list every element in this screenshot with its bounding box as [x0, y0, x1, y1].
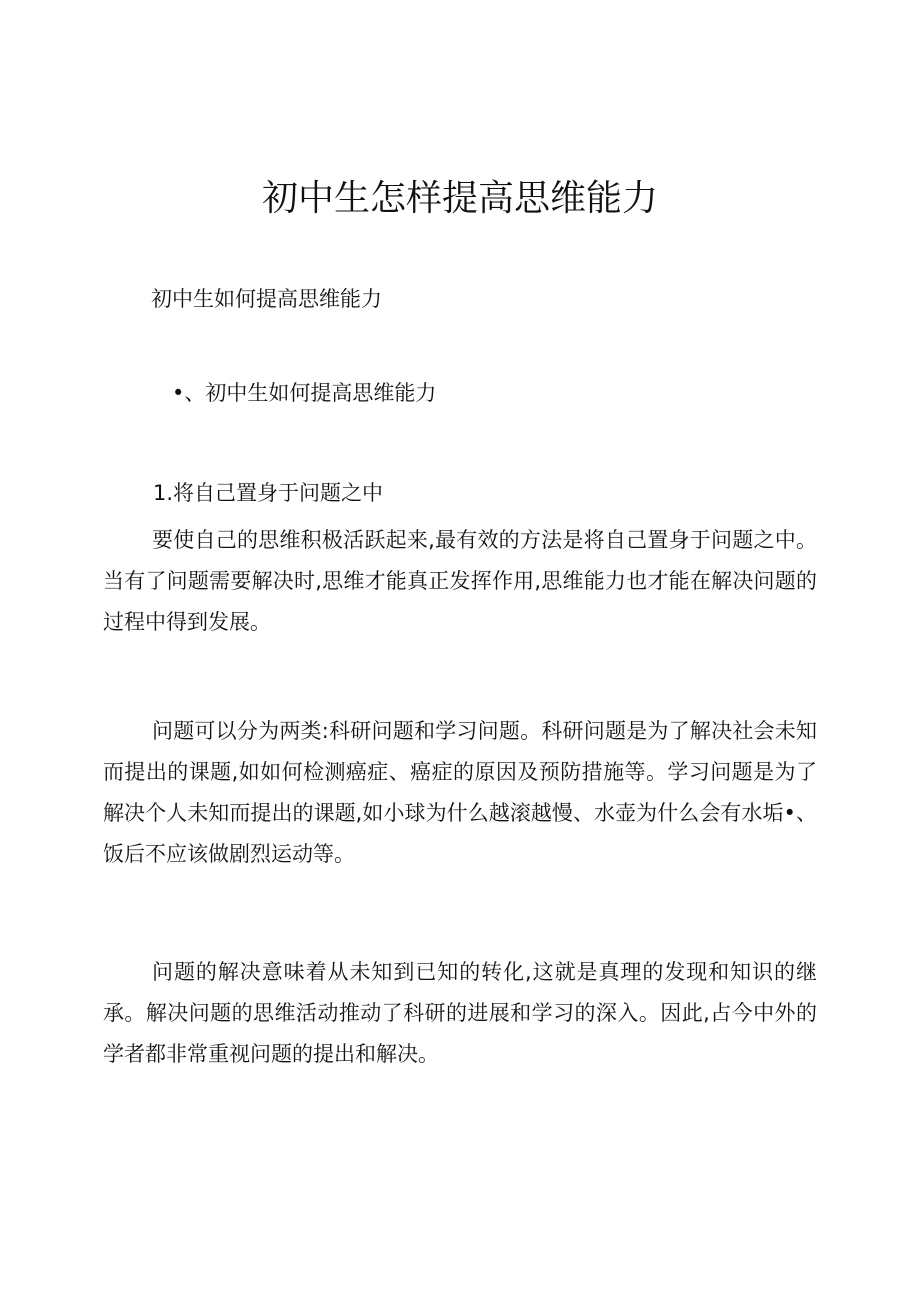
document-subtitle: 初中生如何提高思维能力 [151, 287, 382, 311]
section-heading: •、初中生如何提高思维能力 [172, 381, 437, 405]
document-title: 初中生怎样提高思维能力 [261, 178, 658, 219]
paragraph-1: 要使自己的思维积极活跃起来,最有效的方法是将自己置身于问题之中。当有了问题需要解决时,思维才能真正发挥作用,思维能力也才能在解决问题的过程中得到发展。 [103, 528, 817, 634]
paragraph-2: 问题可以分为两类:科研问题和学习问题。科研问题是为了解决社会未知而提出的课题,如如何检测癌症、癌症的原因及预防措施等。学习问题是为了解决个人未知而提出的课题,如小球为什么越滚越慢、水壶为什么会有水垢•、饭后不应该做剧烈运动等。 [103, 719, 817, 866]
paragraph-3: 问题的解决意味着从未知到已知的转化,这就是真理的发现和知识的继承。解决问题的思维活动推动了科研的进展和学习的深入。因此,占今中外的学者都非常重视问题的提出和解决。 [103, 960, 817, 1066]
subsection-heading: 1.将自己置身于问题之中 [153, 481, 384, 505]
